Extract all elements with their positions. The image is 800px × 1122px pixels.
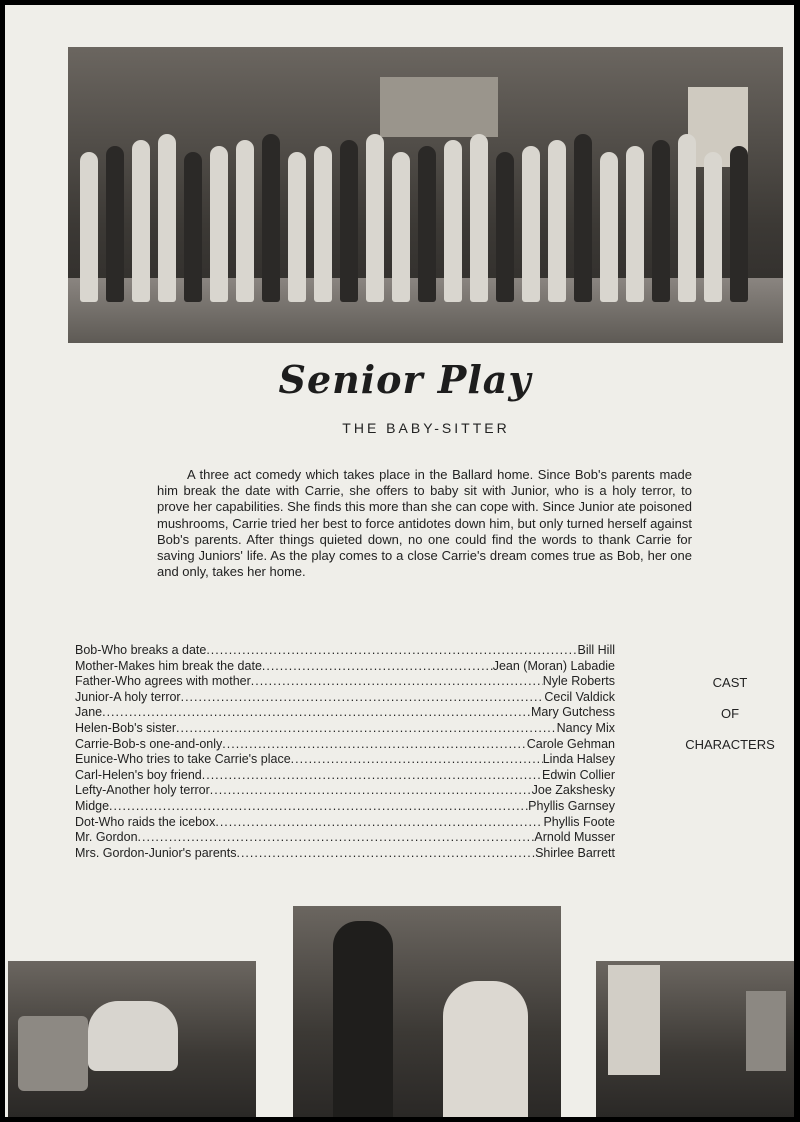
leader-dots (262, 659, 493, 675)
cast-actor: Nyle Roberts (542, 674, 615, 689)
boy-in-suit (333, 921, 393, 1117)
cast-role: Carl-Helen's boy friend (75, 767, 202, 782)
cast-member-figure (548, 140, 566, 302)
side-label-of: OF (720, 706, 740, 721)
cast-row (75, 659, 615, 675)
side-label-cast: CAST (712, 675, 748, 690)
cast-row (75, 830, 615, 846)
yearbook-page (5, 5, 794, 1117)
leader-dots (109, 799, 528, 815)
girl-with-gift (443, 981, 528, 1117)
cast-role: Junior-A holy terror (75, 689, 181, 704)
play-name: THE BABY-SITTER (342, 420, 510, 436)
cast-member-figure (522, 146, 540, 302)
scene-photo-left (8, 961, 256, 1117)
cast-actor: Phyllis Garnsey (528, 798, 615, 813)
cast-role: Eunice-Who tries to take Carrie's place (75, 752, 291, 767)
play-synopsis: A three act comedy which takes place in the Ballard home. Since Bob's parents made him break the date with Carrie, she offers to baby sit with Junior, who is a holy terror, to prove her capabilities. She finds this more than she can cope with. Since Junior ate poisoned mushrooms, Carrie tried her best to force antidotes down him, but only turned herself against Bob's parents. After things quieted down, no one could find the words to thank Carrie for saving Juniors' life. As the play comes to a close Carrie's dream comes true as Bob, her one and only, takes her home. (157, 467, 692, 580)
cast-actor: Shirlee Barrett (535, 845, 615, 860)
cast-role: Jane (75, 705, 103, 720)
cast-member-figure (184, 152, 202, 302)
cast-member-figure (704, 152, 722, 302)
cast-actor: Carole Gehman (526, 736, 615, 751)
leader-dots (210, 783, 532, 799)
cast-row (75, 799, 615, 815)
leader-dots (215, 815, 543, 831)
cast-actor: Linda Halsey (542, 752, 615, 767)
cast-member-figure (132, 140, 150, 302)
leader-dots (206, 643, 577, 659)
doorway (608, 965, 660, 1075)
scene-photo-right (596, 961, 794, 1117)
cast-member-figure (236, 140, 254, 302)
leader-dots (181, 690, 545, 706)
cast-actor: Mary Gutchess (530, 705, 615, 720)
cast-role: Midge (75, 798, 110, 813)
cast-group-photo (68, 47, 783, 343)
cast-row (75, 783, 615, 799)
backdrop-painting (380, 77, 498, 137)
cast-member-figure (678, 134, 696, 302)
cast-actor: Jean (Moran) Labadie (492, 658, 615, 673)
cast-actor: Phyllis Foote (543, 814, 615, 829)
cast-member-figure (80, 152, 98, 302)
leader-dots (138, 830, 535, 846)
cast-member-figure (262, 134, 280, 302)
cast-role: Mrs. Gordon-Junior's parents (75, 845, 237, 860)
cast-role: Father-Who agrees with mother (75, 674, 251, 689)
leader-dots (251, 674, 543, 690)
cast-member-figure (418, 146, 436, 302)
cast-member-figure (470, 134, 488, 302)
cast-member-figure (652, 140, 670, 302)
cast-member-figure (106, 146, 124, 302)
cast-role: Carrie-Bob-s one-and-only (75, 736, 223, 751)
cast-member-figure (340, 140, 358, 302)
cast-actor: Joe Zakshesky (531, 783, 615, 798)
cast-role: Dot-Who raids the icebox (75, 814, 216, 829)
cast-actor: Nancy Mix (556, 720, 615, 735)
cast-member-figure (444, 140, 462, 302)
cast-member-figure (210, 146, 228, 302)
leader-dots (222, 737, 526, 753)
cast-role: Bob-Who breaks a date (75, 643, 207, 657)
leader-dots (202, 768, 542, 784)
cast-member-figure (600, 152, 618, 302)
cast-actor: Cecil Valdick (544, 689, 615, 704)
cast-actor: Bill Hill (577, 643, 615, 657)
cast-member-figure (366, 134, 384, 302)
cast-member-figure (496, 152, 514, 302)
leader-dots (176, 721, 557, 737)
leader-dots (291, 752, 543, 768)
cast-row (75, 705, 615, 721)
cast-member-figure (626, 146, 644, 302)
cast-member-figure (158, 134, 176, 302)
cast-row (75, 737, 615, 753)
cast-role: Mr. Gordon (75, 830, 138, 845)
cast-member-figure (574, 134, 592, 302)
cast-row (75, 721, 615, 737)
cast-actor: Arnold Musser (534, 830, 615, 845)
bookcase (746, 991, 786, 1071)
cast-member-figure (392, 152, 410, 302)
scene-photo-center (293, 906, 561, 1117)
cast-member-figure (288, 152, 306, 302)
leader-dots (236, 846, 535, 862)
cast-row (75, 752, 615, 768)
cast-role: Helen-Bob's sister (75, 720, 177, 735)
cast-row (75, 674, 615, 690)
cast-row (75, 690, 615, 706)
leader-dots (102, 705, 531, 721)
cast-role: Mother-Makes him break the date (75, 658, 262, 673)
cast-of-characters-label (685, 672, 775, 765)
cast-member-figure (730, 146, 748, 302)
armchair (18, 1016, 88, 1091)
page-title: Senior Play (278, 357, 532, 402)
cast-row (75, 643, 615, 659)
cast-member-figure (314, 146, 332, 302)
cast-list (75, 643, 615, 861)
crawling-boy (88, 1001, 178, 1071)
cast-actor: Edwin Collier (542, 767, 615, 782)
cast-row (75, 846, 615, 862)
cast-row (75, 768, 615, 784)
cast-role: Lefty-Another holy terror (75, 783, 210, 798)
cast-row (75, 815, 615, 831)
side-label-characters: CHARACTERS (685, 737, 775, 752)
